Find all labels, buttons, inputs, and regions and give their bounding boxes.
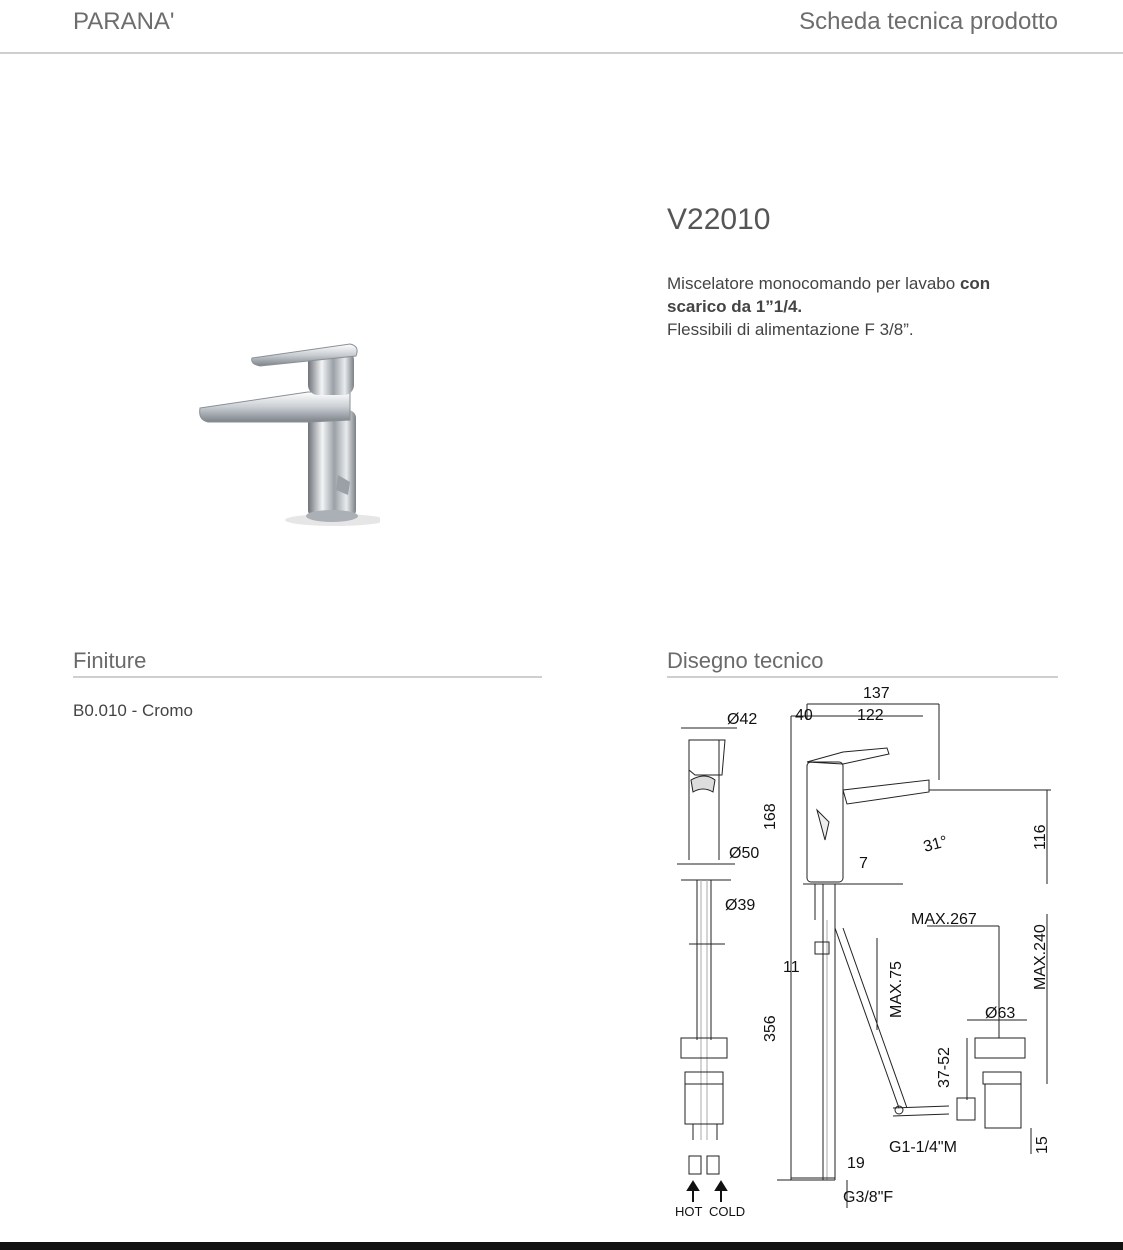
dim-g3-8: G3/8"F — [843, 1189, 894, 1206]
document-type: Scheda tecnica prodotto — [799, 8, 1058, 35]
header-divider — [0, 52, 1123, 54]
dim-7: 7 — [859, 855, 868, 872]
dim-max75: MAX.75 — [888, 961, 905, 1018]
dim-15: 15 — [1034, 1136, 1051, 1154]
dim-19: 19 — [847, 1155, 865, 1172]
technical-drawing — [667, 680, 1067, 1225]
label-hot: HOT — [675, 1204, 703, 1219]
dim-116: 116 — [1032, 824, 1049, 850]
footer-bar — [0, 1242, 1123, 1250]
drawing-title: Disegno tecnico — [667, 648, 824, 673]
dim-137: 137 — [863, 685, 890, 702]
finish-item: B0.010 - Cromo — [73, 701, 193, 720]
dim-d63: Ø63 — [985, 1005, 1016, 1022]
dim-max240: MAX.240 — [1032, 924, 1049, 990]
product-image — [190, 330, 380, 540]
finishes-divider — [73, 676, 542, 678]
dim-g1-1-4: G1-1/4"M — [889, 1139, 957, 1156]
dim-d39: Ø39 — [725, 897, 756, 914]
dim-31-degrees: 31° — [921, 833, 950, 856]
drawing-divider — [667, 676, 1058, 678]
brand-name: PARANA' — [73, 8, 175, 35]
desc-text-1: Miscelatore monocomando per lavabo — [667, 274, 960, 293]
desc-text-bold: con scarico da 1”1/4. — [667, 274, 991, 316]
dim-d50: Ø50 — [729, 845, 760, 862]
dim-37-52: 37-52 — [936, 1047, 953, 1088]
dim-d42: Ø42 — [727, 711, 758, 728]
dim-122: 122 — [857, 707, 884, 724]
label-cold: COLD — [709, 1204, 746, 1219]
dim-40: 40 — [795, 707, 813, 724]
dim-11: 11 — [783, 959, 800, 976]
product-code: V22010 — [667, 203, 771, 236]
dim-356: 356 — [762, 1015, 779, 1042]
dim-168: 168 — [762, 803, 779, 830]
product-description — [667, 272, 1047, 341]
finishes-title: Finiture — [73, 648, 147, 673]
dim-max267: MAX.267 — [911, 911, 977, 928]
desc-text-2: Flessibili di alimentazione F 3/8”. — [667, 320, 914, 339]
